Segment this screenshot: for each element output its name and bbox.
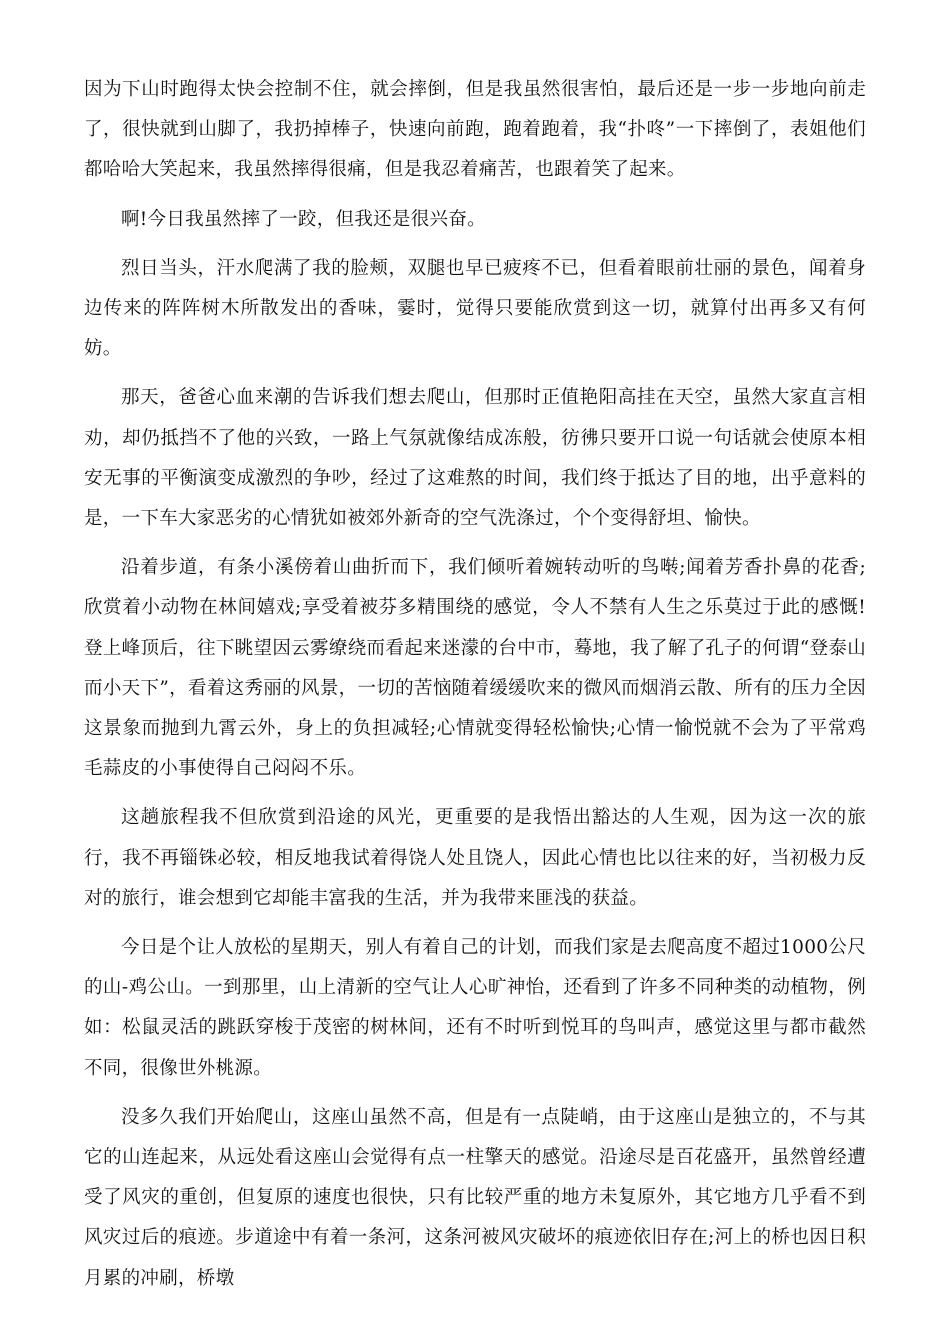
article-body — [84, 70, 866, 1308]
paragraph-1: 因为下山时跑得太快会控制不住，就会摔倒，但是我虽然很害怕，最后还是一步一步地向前走了，很快就到山脚了，我扔掉棒子，快速向前跑，跑着跑着，我“扑咚”一下摔倒了，表姐他们都哈哈大笑起来，我虽然摔得很痛，但是我忍着痛苦，也跟着笑了起来。 — [84, 79, 866, 181]
paragraph-8: 没多久我们开始爬山，这座山虽然不高，但是有一点陡峭，由于这座山是独立的，不与其它的山连起来，从远处看这座山会觉得有点一柱擎天的感觉。沿途尽是百花盛开，虽然曾经遭受了风灾的重创，但复原的速度也很快，只有比较严重的地方未复原外，其它地方几乎看不到风灾过后的痕迹。步道途中有着一条河，这条河被风灾破坏的痕迹依旧存在;河上的桥也因日积月累的冲刷，桥墩 — [84, 1106, 866, 1289]
paragraph-6: 这趟旅程我不但欣赏到沿途的风光，更重要的是我悟出豁达的人生观，因为这一次的旅行，我不再锱铢必较，相反地我试着得饶人处且饶人，因此心情也比以往来的好，当初极力反对的旅行，谁会想到它却能丰富我的生活，并为我带来匪浅的获益。 — [84, 807, 866, 909]
paragraph-2: 啊!今日我虽然摔了一跤，但我还是很兴奋。 — [121, 208, 486, 230]
paragraph-5: 沿着步道，有条小溪傍着山曲折而下，我们倾听着婉转动听的鸟啭;闻着芳香扑鼻的花香;欣赏着小动物在林间嬉戏;享受着被芬多精围绕的感觉，令人不禁有人生之乐莫过于此的感慨!登上峰顶后，往下眺望因云雾缭绕而看起来迷濛的台中市，蓦地，我了解了孔子的何谓“登泰山而小天下”，看着这秀丽的风景，一切的苦恼随着缓缓吹来的微风而烟消云散、所有的压力全因这景象而抛到九霄云外，身上的负担减轻;心情就变得轻松愉快;心情一愉悦就不会为了平常鸡毛蒜皮的小事使得自己闷闷不乐。 — [84, 557, 866, 780]
paragraph-4: 那天，爸爸心血来潮的告诉我们想去爬山，但那时正值艳阳高挂在天空，虽然大家直言相劝，却仍抵挡不了他的兴致，一路上气氛就像结成冻般，彷彿只要开口说一句话就会使原本相安无事的平衡演变成激烈的争吵，经过了这难熬的时间，我们终于抵达了目的地，出乎意料的是，一下车大家恶劣的心情犹如被郊外新奇的空气洗涤过，个个变得舒坦、愉快。 — [84, 387, 866, 530]
paragraph-3: 烈日当头，汗水爬满了我的脸颊，双腿也早已疲疼不已，但看着眼前壮丽的景色，闻着身边传来的阵阵树木所散发出的香味，霎时，觉得只要能欣赏到这一切，就算付出再多又有何妨。 — [84, 257, 866, 360]
paragraph-7: 今日是个让人放松的星期天，别人有着自己的计划，而我们家是去爬高度不超过1000公尺的山-鸡公山。一到那里，山上清新的空气让人心旷神怡，还看到了许多不同种类的动植物，例如：松鼠灵活的跳跃穿梭于茂密的树林间，还有不时听到悦耳的鸟叫声，感觉这里与都市截然不同，很像世外桃源。 — [84, 937, 866, 1079]
